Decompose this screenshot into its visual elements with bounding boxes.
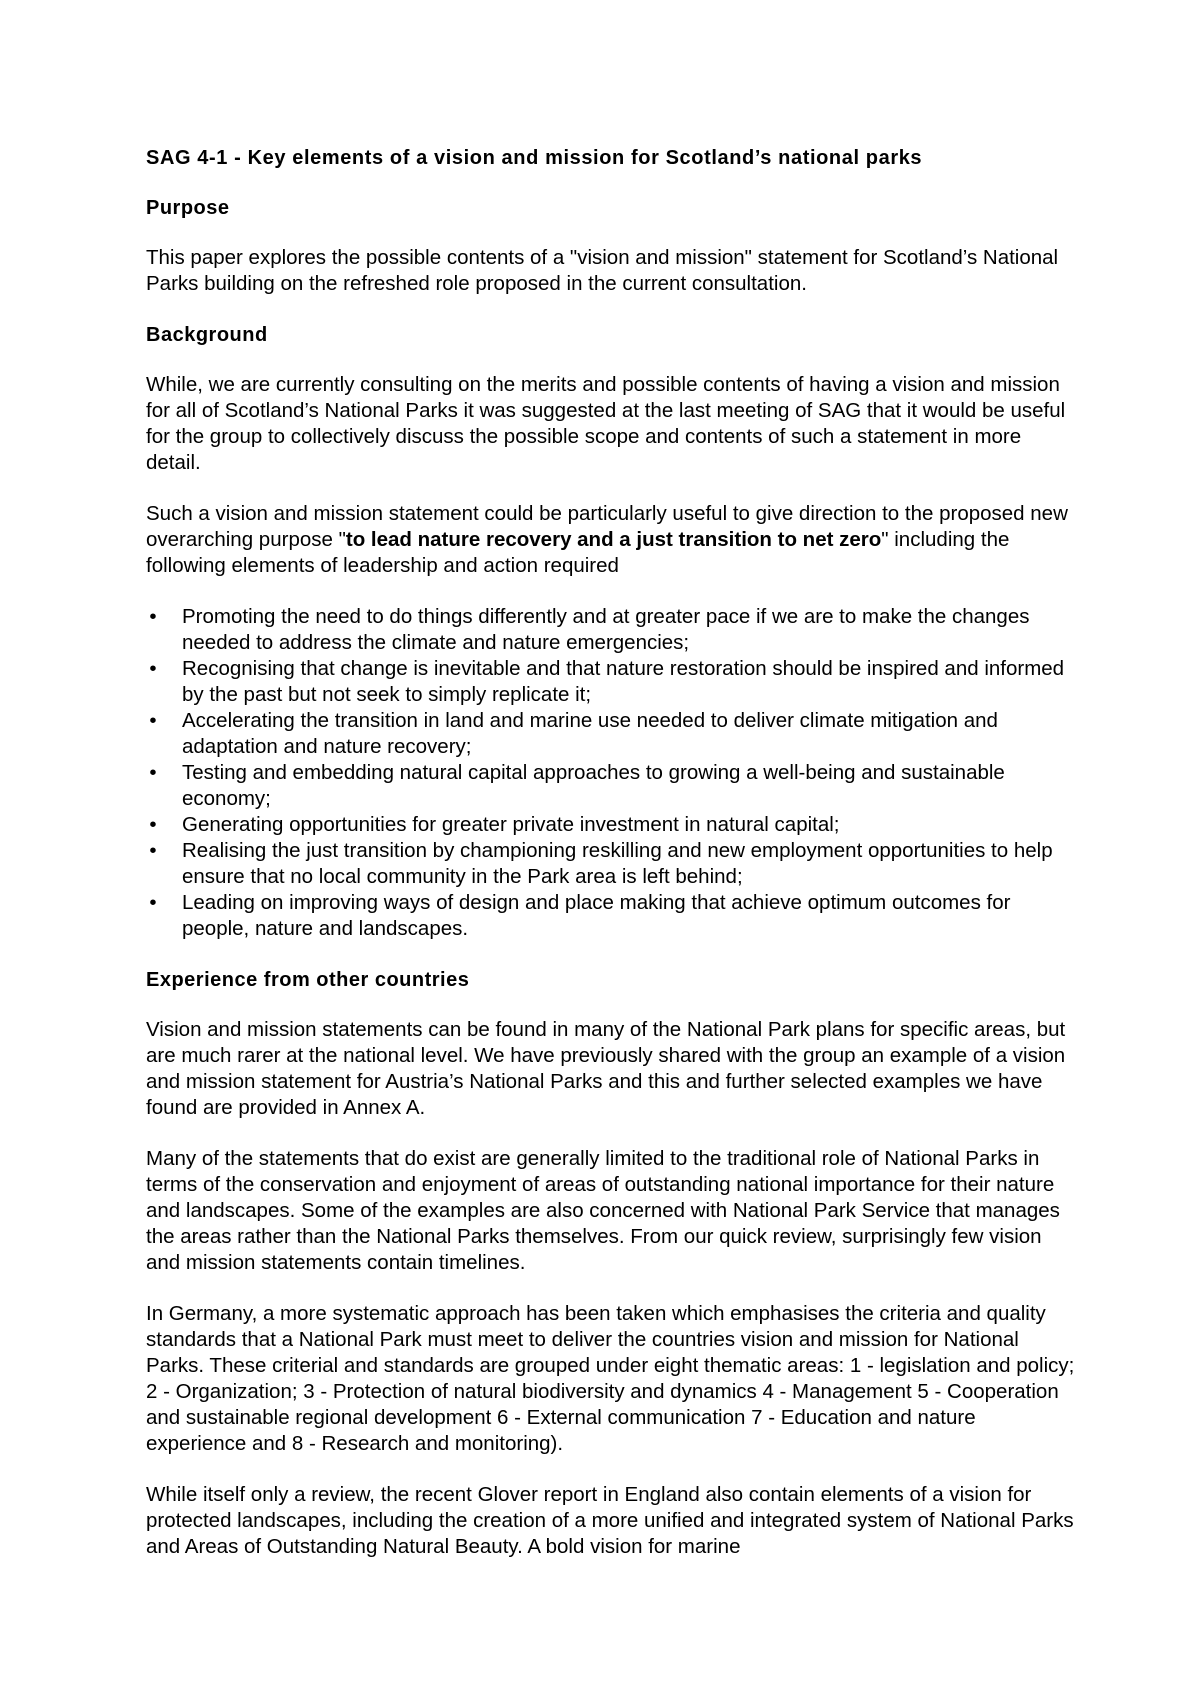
list-item (146, 604, 1076, 656)
list-item-text: Generating opportunities for greater private investment in natural capital; (182, 813, 840, 836)
list-item-text: Accelerating the transition in land and marine use needed to deliver climate mitigation and adaptation and nature recovery; (182, 709, 998, 758)
experience-heading: Experience from other countries (146, 969, 470, 991)
bullet-icon: • (149, 891, 157, 914)
experience-paragraph-4: While itself only a review, the recent Glover report in England also contain elements of a vision for protected landscapes, including the creation of a more unified and integrated system of National Parks and Areas of Outstanding Natural Beauty. A bold vision for marine (146, 1483, 1074, 1558)
list-item-text: Promoting the need to do things differently and at greater pace if we are to make the changes needed to address the climate and nature emergencies; (182, 605, 1030, 654)
background-paragraph-2-tail: " including the following elements of leadership and action required (146, 528, 1010, 577)
document-body (146, 145, 1076, 1585)
experience-paragraph-1: Vision and mission statements can be found in many of the National Park plans for specific areas, but are much rarer at the national level. We have previously shared with the group an example of a vision and mission statement for Austria’s National Parks and this and further selected examples we have found are provided in Annex A. (146, 1018, 1066, 1119)
list-item (146, 890, 1076, 942)
list-item (146, 838, 1076, 890)
list-item-text: Leading on improving ways of design and place making that achieve optimum outcomes for people, nature and landscapes. (182, 891, 1011, 940)
list-item-text: Testing and embedding natural capital approaches to growing a well-being and sustainable economy; (182, 761, 1005, 810)
leadership-elements-list (146, 604, 1076, 942)
background-heading: Background (146, 324, 268, 346)
background-paragraph-1: While, we are currently consulting on the merits and possible contents of having a vision and mission for all of Scotland’s National Parks it was suggested at the last meeting of SAG that it would be useful for the group to collectively discuss the possible scope and contents of such a statement in more detail. (146, 373, 1066, 474)
bullet-icon: • (149, 709, 157, 732)
background-paragraph-2 (146, 501, 1076, 579)
list-item-text: Recognising that change is inevitable and that nature restoration should be inspired and informed by the past but not seek to simply replicate it; (182, 657, 1065, 706)
bullet-icon: • (149, 605, 157, 628)
bullet-icon: • (149, 813, 157, 836)
experience-paragraph-3: In Germany, a more systematic approach has been taken which emphasises the criteria and quality standards that a National Park must meet to deliver the countries vision and mission for National Parks. These criterial and standards are grouped under eight thematic areas: 1 - legislation and policy; 2 - Organization; 3 - Protection of natural biodiversity and dynamics 4 - Management 5 - Cooperation and sustainable regional development 6 - External communication 7 - Education and nature experience and 8 - Research and monitoring). (146, 1302, 1075, 1455)
purpose-heading: Purpose (146, 197, 230, 219)
bullet-icon: • (149, 657, 157, 680)
list-item (146, 812, 1076, 838)
bullet-icon: • (149, 839, 157, 862)
list-item-text: Realising the just transition by championing reskilling and new employment opportunities to help ensure that no local community in the Park area is left behind; (182, 839, 1053, 888)
background-paragraph-2-text: Such a vision and mission statement could be particularly useful to give direction to the proposed new overarching purpose " (146, 502, 1068, 551)
experience-paragraph-2: Many of the statements that do exist are generally limited to the traditional role of National Parks in terms of the conservation and enjoyment of areas of outstanding national importance for their nature and landscapes. Some of the examples are also concerned with National Park Service that manages the areas rather than the National Parks themselves. From our quick review, surprisingly few vision and mission statements contain timelines. (146, 1147, 1060, 1274)
list-item (146, 760, 1076, 812)
list-item (146, 708, 1076, 760)
list-item (146, 656, 1076, 708)
bullet-icon: • (149, 761, 157, 784)
purpose-paragraph: This paper explores the possible contents of a "vision and mission" statement for Scotland’s National Parks building on the refreshed role proposed in the current consultation. (146, 246, 1059, 295)
document-title: SAG 4-1 - Key elements of a vision and mission for Scotland’s national parks (146, 147, 923, 169)
overarching-purpose-text: to lead nature recovery and a just transition to net zero (345, 528, 882, 551)
